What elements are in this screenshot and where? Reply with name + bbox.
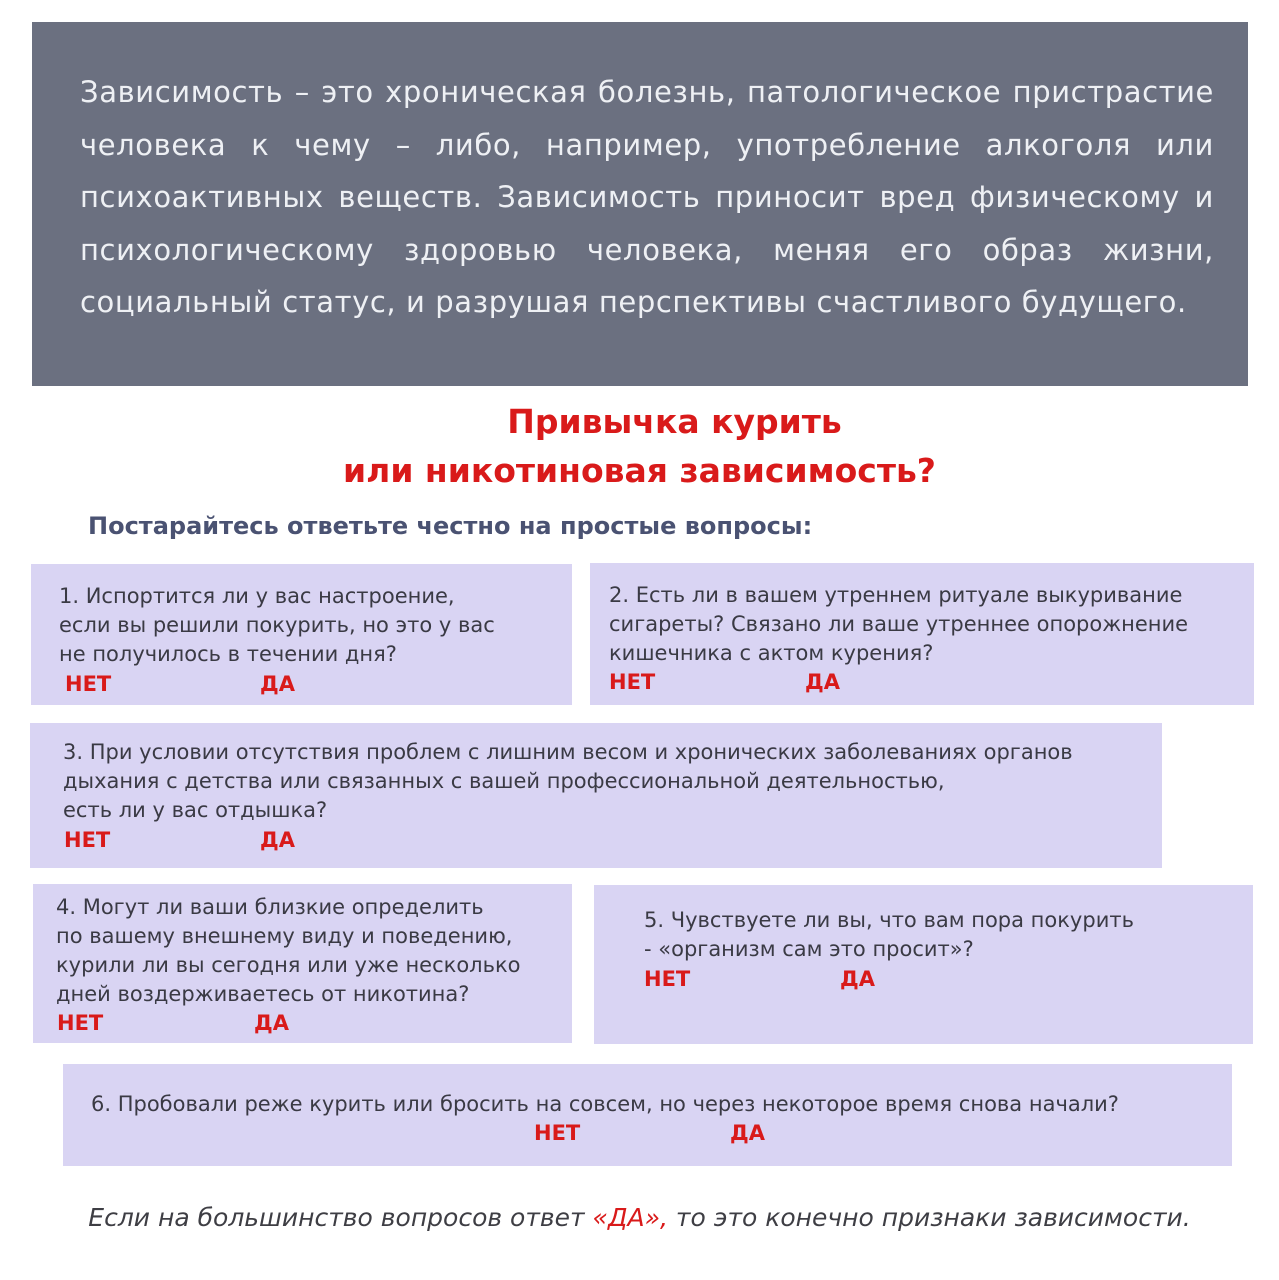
question-card-4 — [33, 884, 572, 1043]
answer-yes[interactable]: ДА — [260, 828, 295, 852]
question-card-6 — [63, 1064, 1232, 1166]
answer-no[interactable]: НЕТ — [57, 1011, 104, 1035]
conclusion-text-before: Если на большинство вопросов ответ — [88, 1203, 593, 1232]
question-text: 3. При условии отсутствия проблем с лишним весом и хронических заболеваниях органов дыхания с детства или связанных с вашей профессиональной деятельностью, есть ли у вас отдышка? — [63, 740, 1073, 822]
answer-yes[interactable]: ДА — [840, 967, 875, 991]
answer-yes[interactable]: ДА — [254, 1011, 289, 1035]
question-text: 6. Пробовали реже курить или бросить на совсем, но через некоторое время снова начали? — [91, 1092, 1119, 1116]
answer-yes[interactable]: ДА — [260, 672, 295, 696]
question-text: 2. Есть ли в вашем утреннем ритуале выкуривание сигареты? Связано ли ваше утреннее опорожнение кишечника с актом курения? — [609, 583, 1189, 665]
answer-yes[interactable]: ДА — [805, 670, 840, 694]
intro-text: Зависимость – это хроническая болезнь, патологическое пристрастие человека к чему – либо, например, употребление алкоголя или психоактивных веществ. Зависимость приносит вред физическому и психологическому здоровью человека, меняя его образ жизни, социальный статус, и разрушая перспективы счастливого будущего. — [80, 75, 1214, 319]
answer-no[interactable]: НЕТ — [64, 828, 111, 852]
answer-yes[interactable]: ДА — [730, 1121, 765, 1145]
answer-no[interactable]: НЕТ — [644, 967, 691, 991]
conclusion-note — [0, 1198, 1279, 1238]
conclusion-highlight: «ДА», — [592, 1203, 668, 1232]
page-title-line-2: или никотиновая зависимость? — [343, 451, 936, 490]
question-card-5 — [594, 885, 1253, 1044]
question-card-3 — [30, 723, 1162, 868]
question-card-1 — [31, 564, 572, 705]
question-text: 4. Могут ли ваши близкие определить по вашему внешнему виду и поведению, курили ли вы сегодня или уже несколько дней воздерживаетесь от никотина? — [56, 895, 521, 1006]
question-text: 5. Чувствуете ли вы, что вам пора покурить - «организм сам это просит»? — [644, 908, 1134, 961]
answer-no[interactable]: НЕТ — [609, 670, 656, 694]
conclusion-text-after: то это конечно признаки зависимости. — [667, 1203, 1191, 1232]
answer-no[interactable]: НЕТ — [65, 672, 112, 696]
intro-panel — [32, 22, 1248, 386]
answer-no[interactable]: НЕТ — [534, 1121, 581, 1145]
questions-subtitle: Постарайтесь ответьте честно на простые вопросы: — [88, 512, 813, 540]
page-title-line-1: Привычка курить — [507, 402, 842, 441]
question-card-2 — [590, 563, 1254, 705]
question-text: 1. Испортится ли у вас настроение, если вы решили покурить, но это у вас не получилось в течении дня? — [59, 584, 495, 666]
